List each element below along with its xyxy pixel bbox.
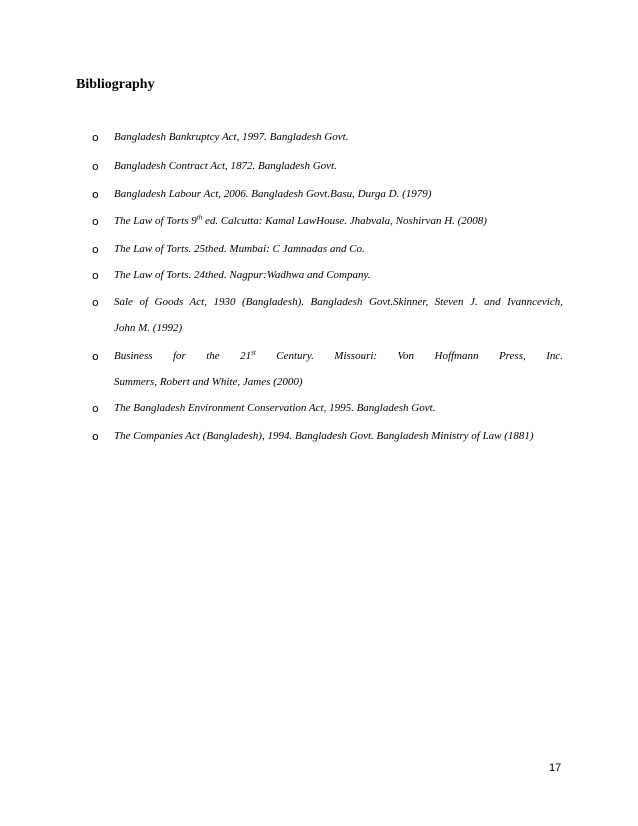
citation-text: The Law of Torts 9: [114, 215, 197, 227]
citation-text: Bangladesh Bankruptcy Act, 1997. Bangladesh Govt.: [114, 131, 349, 143]
bibliography-entry-text: [114, 375, 563, 390]
page-title: Bibliography: [76, 77, 155, 92]
bibliography-entry-text: [114, 321, 563, 336]
bibliography-entry-text: [114, 429, 563, 444]
bibliography-entry-text: [114, 187, 563, 202]
list-bullet-icon: o: [92, 243, 99, 256]
bibliography-entry-text: [114, 242, 563, 257]
bibliography-entry-text: [114, 130, 563, 145]
list-bullet-icon: o: [92, 160, 99, 173]
list-bullet-icon: o: [92, 269, 99, 282]
list-bullet-icon: o: [92, 188, 99, 201]
citation-text: Sale of Goods Act, 1930 (Bangladesh). Bangladesh Govt.Skinner, Steven J. and Ivanncevich,: [114, 296, 563, 308]
citation-text: ed. Calcutta: Kamal LawHouse. Jhabvala, Noshirvan H. (2008): [202, 215, 487, 227]
citation-text: The Law of Torts. 24thed. Nagpur:Wadhwa and Company.: [114, 269, 371, 281]
citation-text: Bangladesh Contract Act, 1872. Bangladesh Govt.: [114, 160, 337, 172]
bibliography-entry-text: [114, 401, 563, 416]
list-bullet-icon: o: [92, 430, 99, 443]
list-bullet-icon: o: [92, 402, 99, 415]
list-bullet-icon: o: [92, 131, 99, 144]
bibliography-entry-text: [114, 268, 563, 283]
list-bullet-icon: o: [92, 350, 99, 363]
citation-text: Century. Missouri: Von Hoffmann Press, Inc.: [255, 350, 563, 362]
bibliography-entry-text: [114, 349, 563, 364]
citation-text: The Bangladesh Environment Conservation Act, 1995. Bangladesh Govt.: [114, 402, 436, 414]
page-number: 17: [549, 762, 562, 774]
citation-text: The Companies Act (Bangladesh), 1994. Bangladesh Govt. Bangladesh Ministry of Law (1881): [114, 430, 534, 442]
citation-text: Summers, Robert and White, James (2000): [114, 376, 303, 388]
bibliography-entry-text: [114, 214, 563, 229]
superscript-text: st: [251, 348, 256, 357]
list-bullet-icon: o: [92, 296, 99, 309]
citation-text: The Law of Torts. 25thed. Mumbai: C Jamnadas and Co.: [114, 243, 365, 255]
list-bullet-icon: o: [92, 215, 99, 228]
citation-text: Business for the 21: [114, 350, 252, 362]
bibliography-entry-text: [114, 295, 563, 310]
bibliography-entry-text: [114, 159, 563, 174]
citation-text: John M. (1992): [114, 322, 183, 334]
citation-text: Bangladesh Labour Act, 2006. Bangladesh Govt.Basu, Durga D. (1979): [114, 188, 432, 200]
superscript-text: th: [196, 213, 203, 222]
